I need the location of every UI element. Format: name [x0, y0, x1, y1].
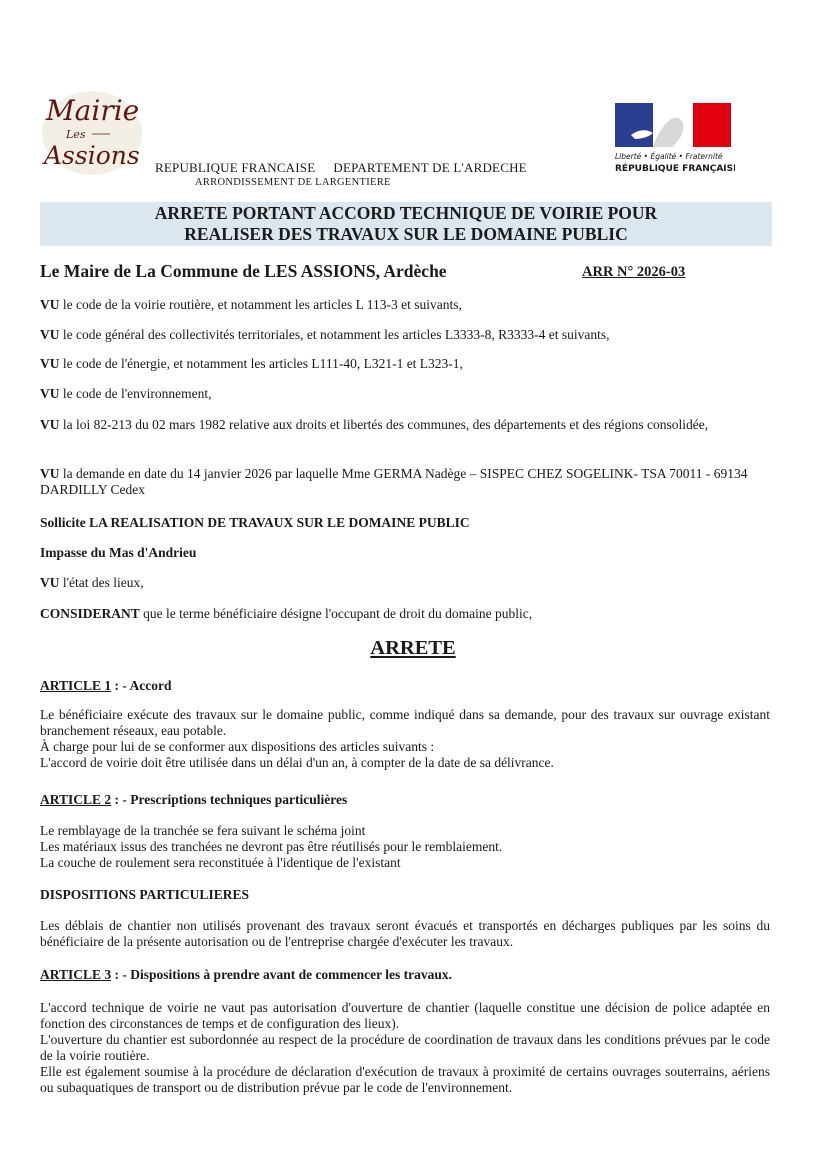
- article-2-body: Le remblayage de la tranchée se fera suivant le schéma joint Les matériaux issus des tranchées ne devront pas être réutilisés pour le remblaiement. La couche de roulement sera reconstituée à l'identique de l'existant: [40, 823, 503, 870]
- departement-text: DEPARTEMENT DE L'ARDECHE: [333, 160, 527, 175]
- header-republique-line: [155, 160, 527, 176]
- arrondissement-text: ARRONDISSEMENT DE LARGENTIERE: [195, 177, 391, 188]
- vu-paragraph: VU le code de la voirie routière, et notamment les articles L 113-3 et suivants,: [40, 297, 462, 312]
- logo-word-assions: Assions: [44, 141, 140, 170]
- republique-text: REPUBLIQUE FRANCAISE: [155, 160, 316, 175]
- title-line-1: ARRETE PORTANT ACCORD TECHNIQUE DE VOIRIE POUR: [154, 203, 658, 223]
- maire-line: Le Maire de La Commune de LES ASSIONS, Ardèche: [40, 261, 447, 281]
- republique-francaise-logo: [613, 103, 735, 175]
- dispositions-body: Les déblais de chantier non utilisés provenant des travaux seront évacués et transportés en décharges publiques par les soins du bénéficiaire de la présente autorisation ou de l'entreprise chargée d'exécuter les travaux.: [40, 918, 770, 949]
- title-line-2: REALISER DES TRAVAUX SUR LE DOMAINE PUBLIC: [184, 224, 628, 244]
- rf-motto: Liberté • Égalité • Fraternité: [615, 152, 723, 161]
- vu-paragraph: VU le code général des collectivités territoriales, et notamment les articles L3333-8, R3333-4 et suivants,: [40, 327, 610, 342]
- article-1-body: Le bénéficiaire exécute des travaux sur le domaine public, comme indiqué dans sa demande, pour des travaux sur ouvrage existant branchement réseaux, eau potable. À charge pour lui de se conformer aux dispositions des articles suivants : L'accord de voirie doit être utilisée dans un délai d'un an, à compter de la date de sa délivrance.: [40, 707, 770, 770]
- rf-label: RÉPUBLIQUE FRANÇAISE: [615, 164, 735, 174]
- vu-paragraph: VU le code de l'énergie, et notamment les articles L111-40, L321-1 et L323-1,: [40, 356, 463, 371]
- dispositions-heading: DISPOSITIONS PARTICULIERES: [40, 887, 249, 902]
- article-3-heading: ARTICLE 3 : - Dispositions à prendre avant de commencer les travaux.: [40, 967, 453, 982]
- considerant-paragraph: CONSIDERANT que le terme bénéficiaire désigne l'occupant de droit du domaine public,: [40, 606, 533, 621]
- arrete-heading: ARRETE: [370, 637, 456, 659]
- lieu-line: Impasse du Mas d'Andrieu: [40, 545, 197, 560]
- article-1-heading: ARTICLE 1 : - Accord: [40, 678, 172, 693]
- arrete-number: ARR N° 2026-03: [582, 264, 686, 280]
- mairie-logo: [40, 88, 150, 178]
- article-2-heading: ARTICLE 2 : - Prescriptions techniques particulières: [40, 792, 348, 807]
- vu-etat-paragraph: VU l'état des lieux,: [40, 575, 144, 590]
- sollicite-line: Sollicite LA REALISATION DE TRAVAUX SUR LE DOMAINE PUBLIC: [40, 515, 470, 530]
- logo-word-mairie: Mairie: [46, 94, 140, 127]
- vu-paragraph: VU la demande en date du 14 janvier 2026 par laquelle Mme GERMA Nadège – SISPEC CHEZ SOGELINK- TSA 70011 - 69134 DARDILLY Cedex: [40, 466, 748, 497]
- vu-paragraph: VU la loi 82-213 du 02 mars 1982 relative aux droits et libertés des communes, des départements et des régions consolidée,: [40, 417, 709, 432]
- document-title: [40, 203, 772, 245]
- logo-word-les: Les: [66, 128, 86, 141]
- article-3-body: L'accord technique de voirie ne vaut pas autorisation d'ouverture de chantier (laquelle constitue une décision de police adaptée en fonction des circonstances de temps et de configuration des lieux). L'ouverture du chantier est subordonnée au respect de la procédure de coordination de travaux dans les conditions prévues par le code de la voirie routière. Elle est également soumise à la procédure de déclaration d'exécution de travaux à proximité de certains ouvrages souterrains, aériens ou subaquatiques de transport ou de distribution prévue par le code de l'environnement.: [40, 1000, 770, 1095]
- vu-paragraph: VU le code de l'environnement,: [40, 386, 212, 401]
